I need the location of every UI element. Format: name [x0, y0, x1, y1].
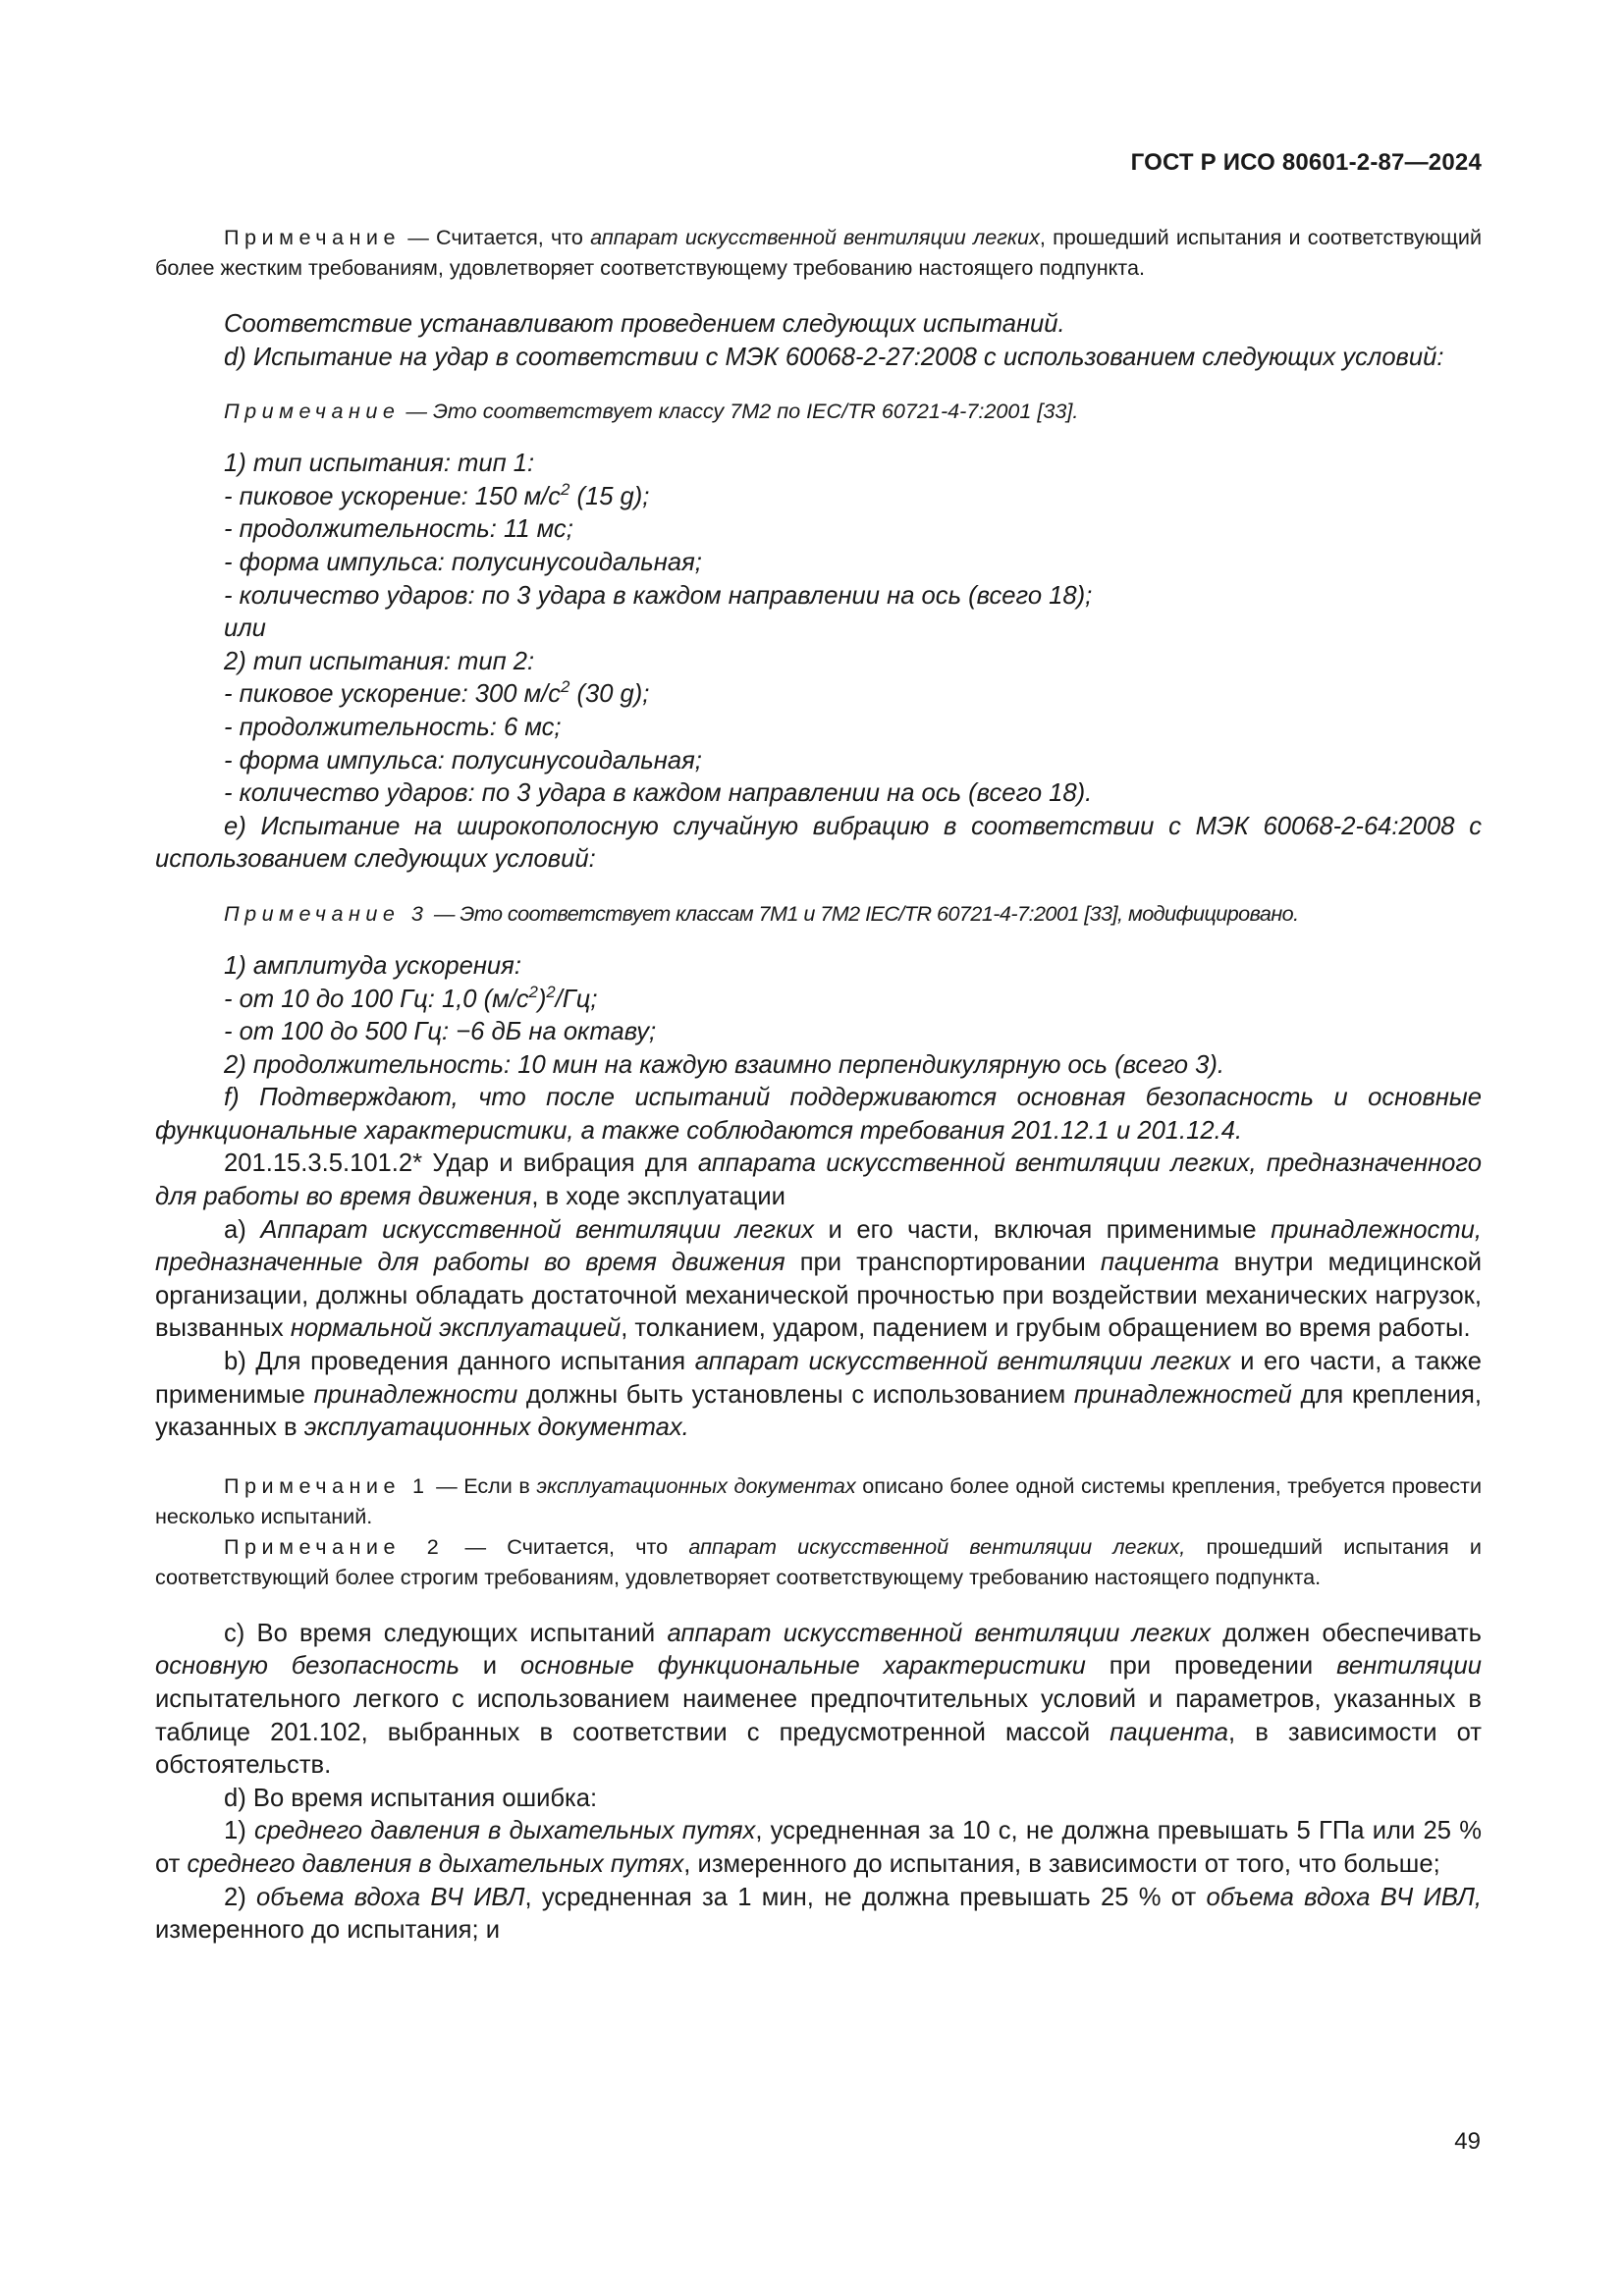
list-item: 2) тип испытания: тип 2:	[224, 647, 535, 675]
note-label: Примечание	[224, 225, 401, 249]
requirement-d2-paragraph: 2) объема вдоха ВЧ ИВЛ, усредненная за 1 мин, не должна превышать 25 % от объема вдоха ВЧ ИВЛ, измеренного до испытания; и	[155, 1883, 1482, 1945]
list-item: - продолжительность: 11 мс;	[224, 515, 573, 544]
note-label: Примечание 2	[224, 1533, 445, 1559]
requirement-b-paragraph: b) Для проведения данного испытания аппарат искусственной вентиляции легких и его части, а также применимые принадлежности должны быть установлены с использованием принадлежностей для крепления, указанных в эксплуатационных документах.	[155, 1348, 1482, 1442]
note-label: Примечание 1	[224, 1472, 430, 1498]
list-item: или	[224, 614, 266, 643]
list-item: 1) тип испытания: тип 1:	[224, 450, 535, 478]
note-label: Примечание 3	[224, 900, 429, 926]
list-item: - от 100 до 500 Гц: −6 дБ на октаву;	[224, 1018, 657, 1046]
list-item: - продолжительность: 6 мс;	[224, 713, 562, 741]
list-item: - форма импульса: полусинусоидальная;	[224, 746, 702, 774]
list-item: - пиковое ускорение: 150 $м/с^2$ (15 g);	[224, 479, 650, 510]
list-item: - от 10 до 100 Гц: 1,0 $(м/с^2)^2/Гц$;	[224, 982, 598, 1013]
requirement-d1-paragraph: 1) среднего давления в дыхательных путях, усредненная за 10 с, не должна превышать 5 ГПа или 25 % от среднего давления в дыхательных путях, измеренного до испытания, в зависимости от того, что больше;	[155, 1817, 1482, 1878]
requirement-c-paragraph: c) Во время следующих испытаний аппарат искусственной вентиляции легких должен обеспечивать основную безопасность и основные функциональные характеристики при проведении вентиляции испытательного легкого с использованием наименее предпочтительных условий и параметров, указанных в таблице 201.102, выбранных в соответствии с предусмотренной массой пациента, в зависимости от обстоятельств.	[155, 1619, 1483, 1780]
note-paragraph: Примечание — Это соответствует классу 7M2 по IEC/TR 60721-4-7:2001 [33].	[224, 399, 1079, 424]
list-item: 1) амплитуда ускорения:	[224, 951, 521, 980]
shock-conditions-list	[155, 448, 1482, 811]
vibration-test-paragraph: e) Испытание на широкополосную случайную вибрацию в соответствии с МЭК 60068-2-64:2008 с использованием следующих условий:	[155, 812, 1482, 874]
document-header: ГОСТ Р ИСО 80601-2-87—2024	[1130, 149, 1482, 176]
list-item: - форма импульса: полусинусоидальная;	[224, 548, 702, 576]
list-item: - количество ударов: по 3 удара в каждом направлении на ось (всего 18).	[224, 779, 1093, 808]
shock-test-paragraph: d) Испытание на удар в соответствии с МЭК 60068-2-27:2008 с использованием следующих условий:	[224, 343, 1444, 371]
compliance-paragraph: Соответствие устанавливают проведением следующих испытаний.	[224, 310, 1065, 338]
note-paragraph: Примечание 2 — Считается, что аппарат искусственной вентиляции легких, прошедший испытания и соответствующий более строгим требованиям, удовлетворяет соответствующему требованию настоящего подпункта.	[155, 1533, 1482, 1589]
list-item: - количество ударов: по 3 удара в каждом направлении на ось (всего 18);	[224, 581, 1093, 610]
requirement-a-paragraph: a) Аппарат искусственной вентиляции легких и его части, включая применимые принадлежности, предназначенные для работы во время движения при транспортировании пациента внутри медицинской организации, должны обладать достаточной механической прочностью при воздействии механических нагрузок, вызванных нормальной эксплуатацией, толканием, ударом, падением и грубым обращением во время работы.	[155, 1215, 1483, 1343]
requirement-d-paragraph: d) Во время испытания ошибка:	[224, 1784, 598, 1812]
confirmation-paragraph: f) Подтверждают, что после испытаний поддерживаются основная безопасность и основные функциональные характеристики, а также соблюдаются требования 201.12.1 и 201.12.4.	[155, 1084, 1482, 1145]
list-item: - пиковое ускорение: 300 $м/с^2$ (30 g);	[224, 677, 650, 709]
note-label: Примечание	[224, 399, 401, 424]
note-paragraph: Примечание 1 — Если в эксплуатационных документах описано более одной системы крепления, требуется провести несколько испытаний.	[155, 1472, 1483, 1528]
note-paragraph: Примечание 3 — Это соответствует классам 7M1 и 7M2 IEC/TR 60721-4-7:2001 [33], модифицировано.	[224, 900, 1299, 926]
document-body	[155, 222, 1482, 1948]
section-heading-paragraph: 201.15.3.5.101.2* Удар и вибрация для аппарата искусственной вентиляции легких, предназначенного для работы во время движения, в ходе эксплуатации	[155, 1149, 1482, 1211]
list-item: 2) продолжительность: 10 мин на каждую взаимно перпендикулярную ось (всего 3).	[224, 1050, 1225, 1079]
vibration-conditions-list	[155, 950, 1482, 1082]
page-number: 49	[1454, 2128, 1481, 2155]
note-paragraph: Примечание — Считается, что аппарат искусственной вентиляции легких, прошедший испытания и соответствующий более жестким требованиям, удовлетворяет соответствующему требованию настоящего подпункта.	[155, 225, 1483, 280]
